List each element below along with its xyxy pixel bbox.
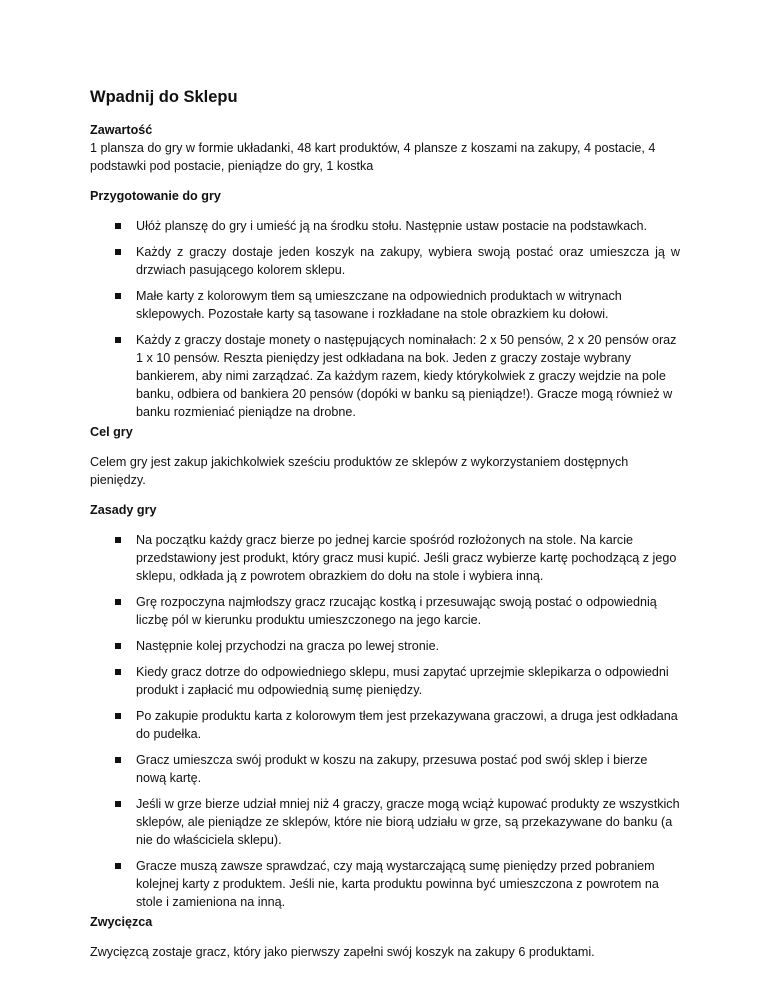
setup-list bbox=[90, 217, 680, 421]
goal-text: Celem gry jest zakup jakichkolwiek sześciu produktów ze sklepów z wykorzystaniem dostępnych pieniędzy. bbox=[90, 455, 629, 487]
square-bullet-icon bbox=[115, 337, 121, 343]
contents-heading: Zawartość bbox=[90, 123, 153, 137]
list-item-text: Ułóż planszę do gry i umieść ją na środku stołu. Następnie ustaw postacie na podstawkach. bbox=[136, 219, 648, 233]
contents-text: 1 plansza do gry w formie układanki, 48 kart produktów, 4 plansze z koszami na zakupy, 4 postacie, 4 podstawki pod postacie, pieniądze do gry, 1 kostka bbox=[90, 141, 656, 173]
list-item bbox=[90, 331, 680, 421]
winner-text: Zwycięzcą zostaje gracz, który jako pierwszy zapełni swój koszyk na zakupy 6 produktami. bbox=[90, 945, 595, 959]
document-page bbox=[90, 86, 680, 961]
list-item bbox=[90, 287, 680, 323]
square-bullet-icon bbox=[115, 643, 121, 649]
list-item bbox=[90, 795, 680, 849]
list-item bbox=[90, 707, 680, 743]
list-item-text: Jeśli w grze bierze udział mniej niż 4 graczy, gracze mogą wciąż kupować produkty ze wszystkich sklepów, ale pieniądze ze sklepów, które nie biorą udziału w grze, są przekazywane do banku (a nie do właściciela sklepu). bbox=[136, 797, 680, 847]
list-item-text: Każdy z graczy dostaje jeden koszyk na zakupy, wybiera swoją postać oraz umieszcza ją w drzwiach pasującego kolorem sklepu. bbox=[136, 245, 680, 277]
list-item-text: Na początku każdy gracz bierze po jednej karcie spośród rozłożonych na stole. Na karcie przedstawiony jest produkt, który gracz musi kupić. Jeśli gracz wybierze kartę pochodzącą z jego sklepu, odkłada ją z powrotem obrazkiem do dołu na stole i wybiera inną. bbox=[136, 533, 677, 583]
square-bullet-icon bbox=[115, 669, 121, 675]
list-item bbox=[90, 243, 680, 279]
list-item bbox=[90, 593, 680, 629]
list-item-text: Po zakupie produktu karta z kolorowym tłem jest przekazywana graczowi, a druga jest odkładana do pudełka. bbox=[136, 709, 678, 741]
setup-heading: Przygotowanie do gry bbox=[90, 189, 221, 203]
square-bullet-icon bbox=[115, 249, 121, 255]
list-item-text: Grę rozpoczyna najmłodszy gracz rzucając kostką i przesuwając swoją postać o odpowiednią liczbę pól w kierunku produktu umieszczonego na jego karcie. bbox=[136, 595, 657, 627]
square-bullet-icon bbox=[115, 863, 121, 869]
rules-heading: Zasady gry bbox=[90, 503, 157, 517]
square-bullet-icon bbox=[115, 801, 121, 807]
winner-heading: Zwycięzca bbox=[90, 915, 153, 929]
goal-heading: Cel gry bbox=[90, 425, 133, 439]
document-title: Wpadnij do Sklepu bbox=[90, 88, 238, 106]
list-item-text: Każdy z graczy dostaje monety o następujących nominałach: 2 x 50 pensów, 2 x 20 pensów oraz 1 x 10 pensów. Reszta pieniędzy jest odkładana na bok. Jeden z graczy zostaje wybrany bankierem, aby nimi zarządzać. Za każdym razem, kiedy którykolwiek z graczy wejdzie na pole banku, odbiera od bankiera 20 pensów (dopóki w banku są pieniądze!). Gracze mogą również w banku rozmieniać pieniądze na drobne. bbox=[136, 333, 677, 419]
list-item-text: Małe karty z kolorowym tłem są umieszczane na odpowiednich produktach w witrynach sklepowych. Pozostałe karty są tasowane i rozkładane na stole obrazkiem ku dołowi. bbox=[136, 289, 622, 321]
list-item bbox=[90, 531, 680, 585]
list-item bbox=[90, 751, 680, 787]
list-item bbox=[90, 663, 680, 699]
rules-list bbox=[90, 531, 680, 911]
square-bullet-icon bbox=[115, 757, 121, 763]
square-bullet-icon bbox=[115, 713, 121, 719]
list-item bbox=[90, 857, 680, 911]
list-item-text: Gracze muszą zawsze sprawdzać, czy mają wystarczającą sumę pieniędzy przed pobraniem kolejnej karty z produktem. Jeśli nie, karta produktu powinna być umieszczona z powrotem na stole i zamieniona na inną. bbox=[136, 859, 659, 909]
square-bullet-icon bbox=[115, 599, 121, 605]
list-item bbox=[90, 637, 680, 655]
list-item bbox=[90, 217, 680, 235]
list-item-text: Gracz umieszcza swój produkt w koszu na zakupy, przesuwa postać pod swój sklep i bierze nową kartę. bbox=[136, 753, 648, 785]
list-item-text: Następnie kolej przychodzi na gracza po lewej stronie. bbox=[136, 639, 440, 653]
square-bullet-icon bbox=[115, 537, 121, 543]
square-bullet-icon bbox=[115, 223, 121, 229]
square-bullet-icon bbox=[115, 293, 121, 299]
list-item-text: Kiedy gracz dotrze do odpowiedniego sklepu, musi zapytać uprzejmie sklepikarza o odpowiedni produkt i zapłacić mu odpowiednią sumę pieniędzy. bbox=[136, 665, 669, 697]
